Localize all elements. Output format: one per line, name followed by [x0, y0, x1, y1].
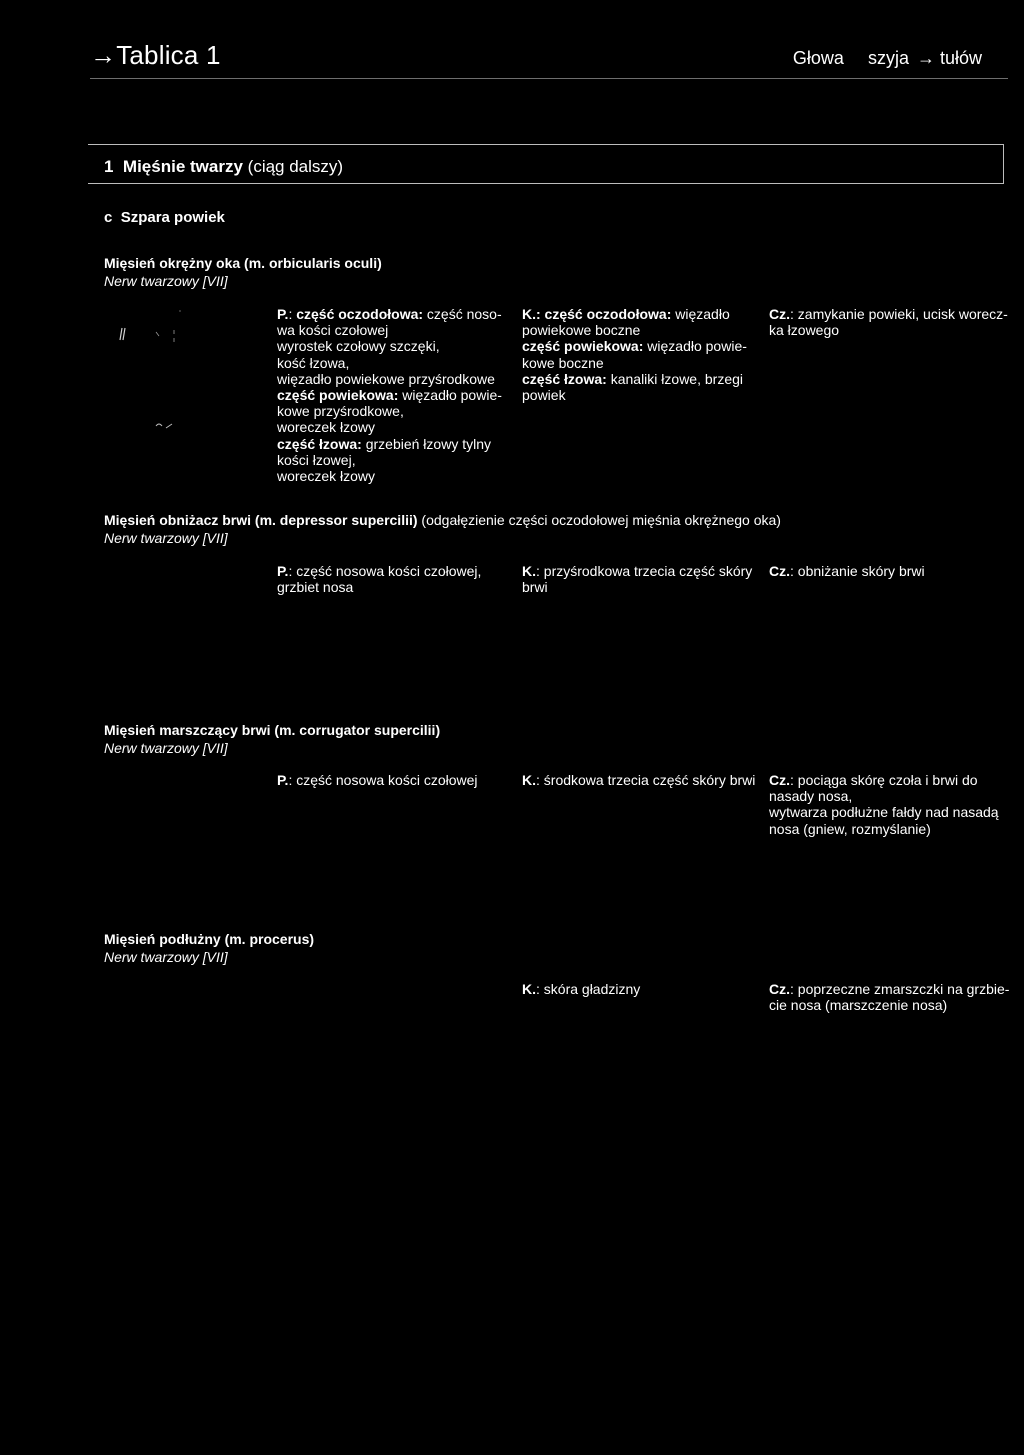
nerve-orbicularis-oculi: Nerw twarzowy [VII] [104, 273, 228, 289]
origin-corrugator-supercilii: P.: część nosowa kości czołowej [277, 772, 478, 788]
subsection-title: Szpara powiek [120, 209, 225, 226]
breadcrumb [775, 48, 982, 69]
nerve-depressor-supercilii: Nerw twarzowy [VII] [104, 530, 228, 546]
insertion-corrugator-supercilii: K.: środkowa trzecia część skóry brwi [522, 772, 756, 788]
function-procerus: Cz.: poprzeczne zmarszczki na grzbie- cie nosa (marszczenie nosa) [769, 981, 1010, 1014]
page-header [90, 40, 982, 76]
section-title: Mięśnie twarzy [122, 157, 243, 176]
breadcrumb-item-trunk: → tułów [916, 48, 982, 68]
nerve-corrugator-supercilii: Nerw twarzowy [VII] [104, 740, 228, 756]
subsection-heading [104, 209, 225, 226]
subsection-letter: c [104, 209, 113, 226]
plate-title: →Tablica 1 [90, 40, 221, 70]
muscle-name-orbicularis-oculi: Mięsień okrężny oka (m. orbicularis oculi) [104, 255, 382, 271]
muscle-name-corrugator-supercilii: Mięsień marszczący brwi (m. corrugator supercilii) [104, 722, 441, 738]
function-orbicularis-oculi: Cz.: zamykanie powieki, ucisk worecz- ka łzowego [769, 306, 1008, 339]
breadcrumb-item-head: Głowa [792, 48, 844, 68]
breadcrumb-item-neck: szyja [867, 48, 909, 68]
insertion-orbicularis-oculi: K.: część oczodołowa: więzadło powiekowe boczne część powiekowa: więzadło powie- kowe boczne część łzowa: kanaliki łzowe, brzegi powiek [522, 306, 747, 404]
nerve-procerus: Nerw twarzowy [VII] [104, 949, 228, 965]
insertion-procerus: K.: skóra gładzizny [522, 981, 641, 997]
insertion-depressor-supercilii: K.: przyśrodkowa trzecia część skóry brwi [522, 563, 753, 596]
section-number: 1 [104, 157, 114, 176]
muscle-name-procerus: Mięsień podłużny (m. procerus) [104, 931, 315, 947]
muscle-name-depressor-supercilii: Mięsień obniżacz brwi (m. depressor supercilii) (odgałęzienie części oczodołowej mięśnia okrężnego oka) [104, 512, 781, 528]
header-divider [90, 78, 1008, 79]
eye-muscle-figure [110, 308, 200, 438]
origin-orbicularis-oculi: P.: część oczodołowa: część noso- wa kości czołowej wyrostek czołowy szczęki, kość łzowa, więzadło powiekowe przyśrodkowe część powiekowa: więzadło powie- kowe przyśrodkowe, woreczek łzowy część łzowa: grzebień łzowy tylny kości łzowej, woreczek łzowy [277, 306, 502, 485]
section-heading [104, 157, 343, 177]
section-continuation: (ciąg dalszy) [247, 157, 344, 176]
function-corrugator-supercilii: Cz.: pociąga skórę czoła i brwi do nasady nosa, wytwarza podłużne fałdy nad nasadą nosa (gniew, rozmyślanie) [769, 772, 999, 837]
function-depressor-supercilii: Cz.: obniżanie skóry brwi [769, 563, 925, 579]
origin-depressor-supercilii: P.: część nosowa kości czołowej, grzbiet nosa [277, 563, 482, 596]
